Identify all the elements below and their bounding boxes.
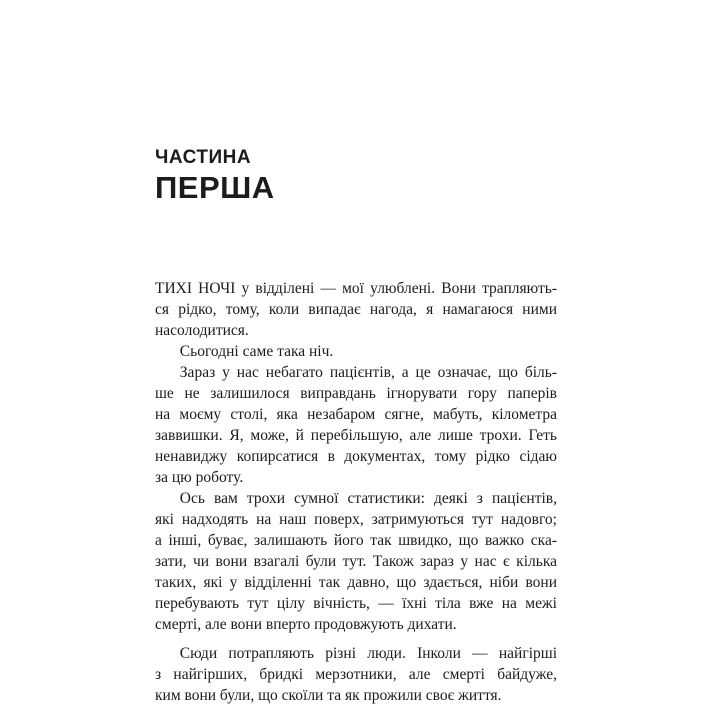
part-label: ЧАСТИНА xyxy=(155,147,252,168)
text-line: Ось вам трохи сумної статистики: деякі з пацієнтів, xyxy=(179,490,557,507)
text-line: Зараз у нас небагато пацієнтів, а це означає, що біль- xyxy=(179,364,557,381)
text-line: зати, чи вони взагалі були тут. Також зараз у нас є кілька xyxy=(155,553,557,570)
part-title: ПЕРША xyxy=(155,169,275,205)
text-line: з найгірших, бридкі мерзотники, але смерті байдуже, xyxy=(155,666,557,683)
paragraph xyxy=(155,278,557,341)
text-line: перебувають тут цілу вічність, — їхні тіла вже на межі xyxy=(155,595,557,612)
text-line: Сюди потрапляють різні люди. Інколи — найгірші xyxy=(179,645,557,662)
text-line: які надходять на наш поверх, затримуються тут надовго; xyxy=(155,511,557,528)
text-line: ненавиджу копирсатися в документах, тому рідко сідаю xyxy=(155,448,557,465)
text-line: ся рідко, тому, коли випадає нагода, я намагаюся ними xyxy=(155,301,557,318)
text-line: на моєму столі, яка незабаром сягне, мабуть, кілометра xyxy=(155,406,557,423)
paragraph xyxy=(155,488,557,635)
text-line: ким вони були, що скоїли та як прожили своє життя. xyxy=(155,687,502,704)
text-line: смерті, але вони вперто продовжують дихати. xyxy=(155,616,457,633)
text-line: ше не залишилося виправдань ігнорувати гору паперів xyxy=(155,385,557,402)
paragraph xyxy=(155,643,557,706)
text-line: таких, які у відділенні так давно, що здається, ніби вони xyxy=(155,574,557,591)
chapter-heading xyxy=(155,148,275,204)
text-line: а інші, буває, залишають його так швидко, що важко ска- xyxy=(155,532,557,549)
text-line: насолодитися. xyxy=(155,322,249,339)
body-text xyxy=(155,278,557,706)
text-line: Сьогодні саме така ніч. xyxy=(179,343,334,360)
paragraph xyxy=(155,362,557,488)
paragraph xyxy=(155,341,557,362)
text-line: заввишки. Я, може, й перебільшую, але лише трохи. Геть xyxy=(155,427,557,444)
text-line: ТИХІ НОЧІ у відділені — мої улюблені. Вони трапляють- xyxy=(155,280,557,297)
text-line: за цю роботу. xyxy=(155,469,244,486)
